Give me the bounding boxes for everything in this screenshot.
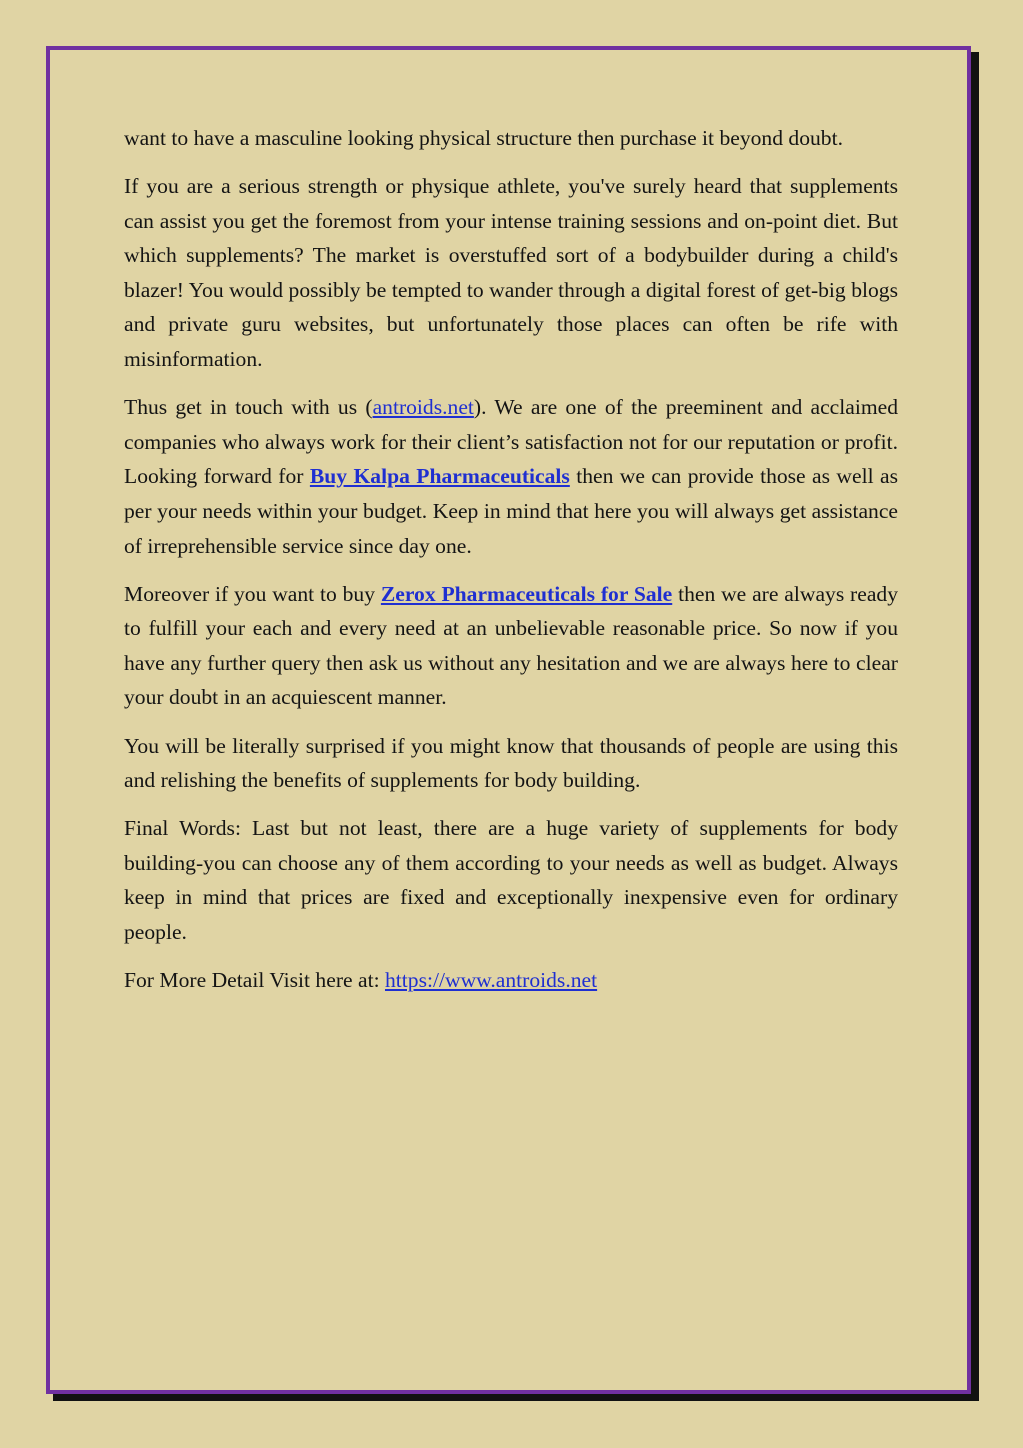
- buy-kalpa-pharmaceuticals-link[interactable]: Buy Kalpa Pharmaceuticals: [309, 464, 570, 489]
- paragraph-4: [124, 577, 898, 715]
- website-link[interactable]: https://www.antroids.net: [384, 968, 598, 993]
- paragraph-6-text: Final Words: Last but not least, there are a huge variety of supplements for body building-you can choose any of them according to your needs as well as budget. Always keep in mind that prices are fixed and exceptionally inexpensive even for ordinary people.: [124, 816, 898, 944]
- paragraph-5: [124, 729, 898, 798]
- paragraph-1-text: want to have a masculine looking physical structure then purchase it beyond doubt.: [124, 126, 844, 150]
- zerox-pharmaceuticals-link[interactable]: Zerox Pharmaceuticals for Sale: [380, 581, 673, 606]
- paragraph-2-text: If you are a serious strength or physique athlete, you've surely heard that supplements can assist you get the foremost from your intense training sessions and on-point diet. But which supplements? The market is overstuffed sort of a bodybuilder during a child's blazer! You would possibly be tempted to wander through a digital forest of get-big blogs and private guru websites, but unfortunately those places can often be rife with misinformation.: [124, 174, 898, 372]
- paragraph-3-text-after-link: then we can provide those as well as per your needs within your budget. Keep in mind that here you will always get assistance of irreprehensible service since day one.: [124, 464, 898, 558]
- paragraph-6: [124, 811, 898, 949]
- antroids-link[interactable]: antroids.net: [372, 395, 474, 420]
- paragraph-3-text-middle: ). We are one of the preeminent and acclaimed companies who always work for their client’s satisfaction not for our reputation or profit. Looking forward for: [124, 395, 898, 489]
- paragraph-4-text-after-link: then we are always ready to fulfill your each and every need at an unbelievable reasonable price. So now if you have any further query then ask us without any hesitation and we are always here to clear your doubt in an acquiescent manner.: [124, 581, 899, 710]
- paragraph-3-text-before-link: Thus get in touch with us (: [124, 395, 373, 420]
- paragraph-4-text-before-link: Moreover if you want to buy: [124, 581, 381, 606]
- paragraph-5-text: You will be literally surprised if you might know that thousands of people are using this and relishing the benefits of supplements for body building.: [124, 733, 898, 793]
- paragraph-1: [124, 121, 898, 156]
- paragraph-7: [124, 963, 898, 998]
- paragraph-7-text-before-link: For More Detail Visit here at:: [124, 968, 385, 993]
- paragraph-3: [124, 390, 898, 563]
- paragraph-2: [124, 169, 898, 377]
- document-body: [124, 121, 898, 1011]
